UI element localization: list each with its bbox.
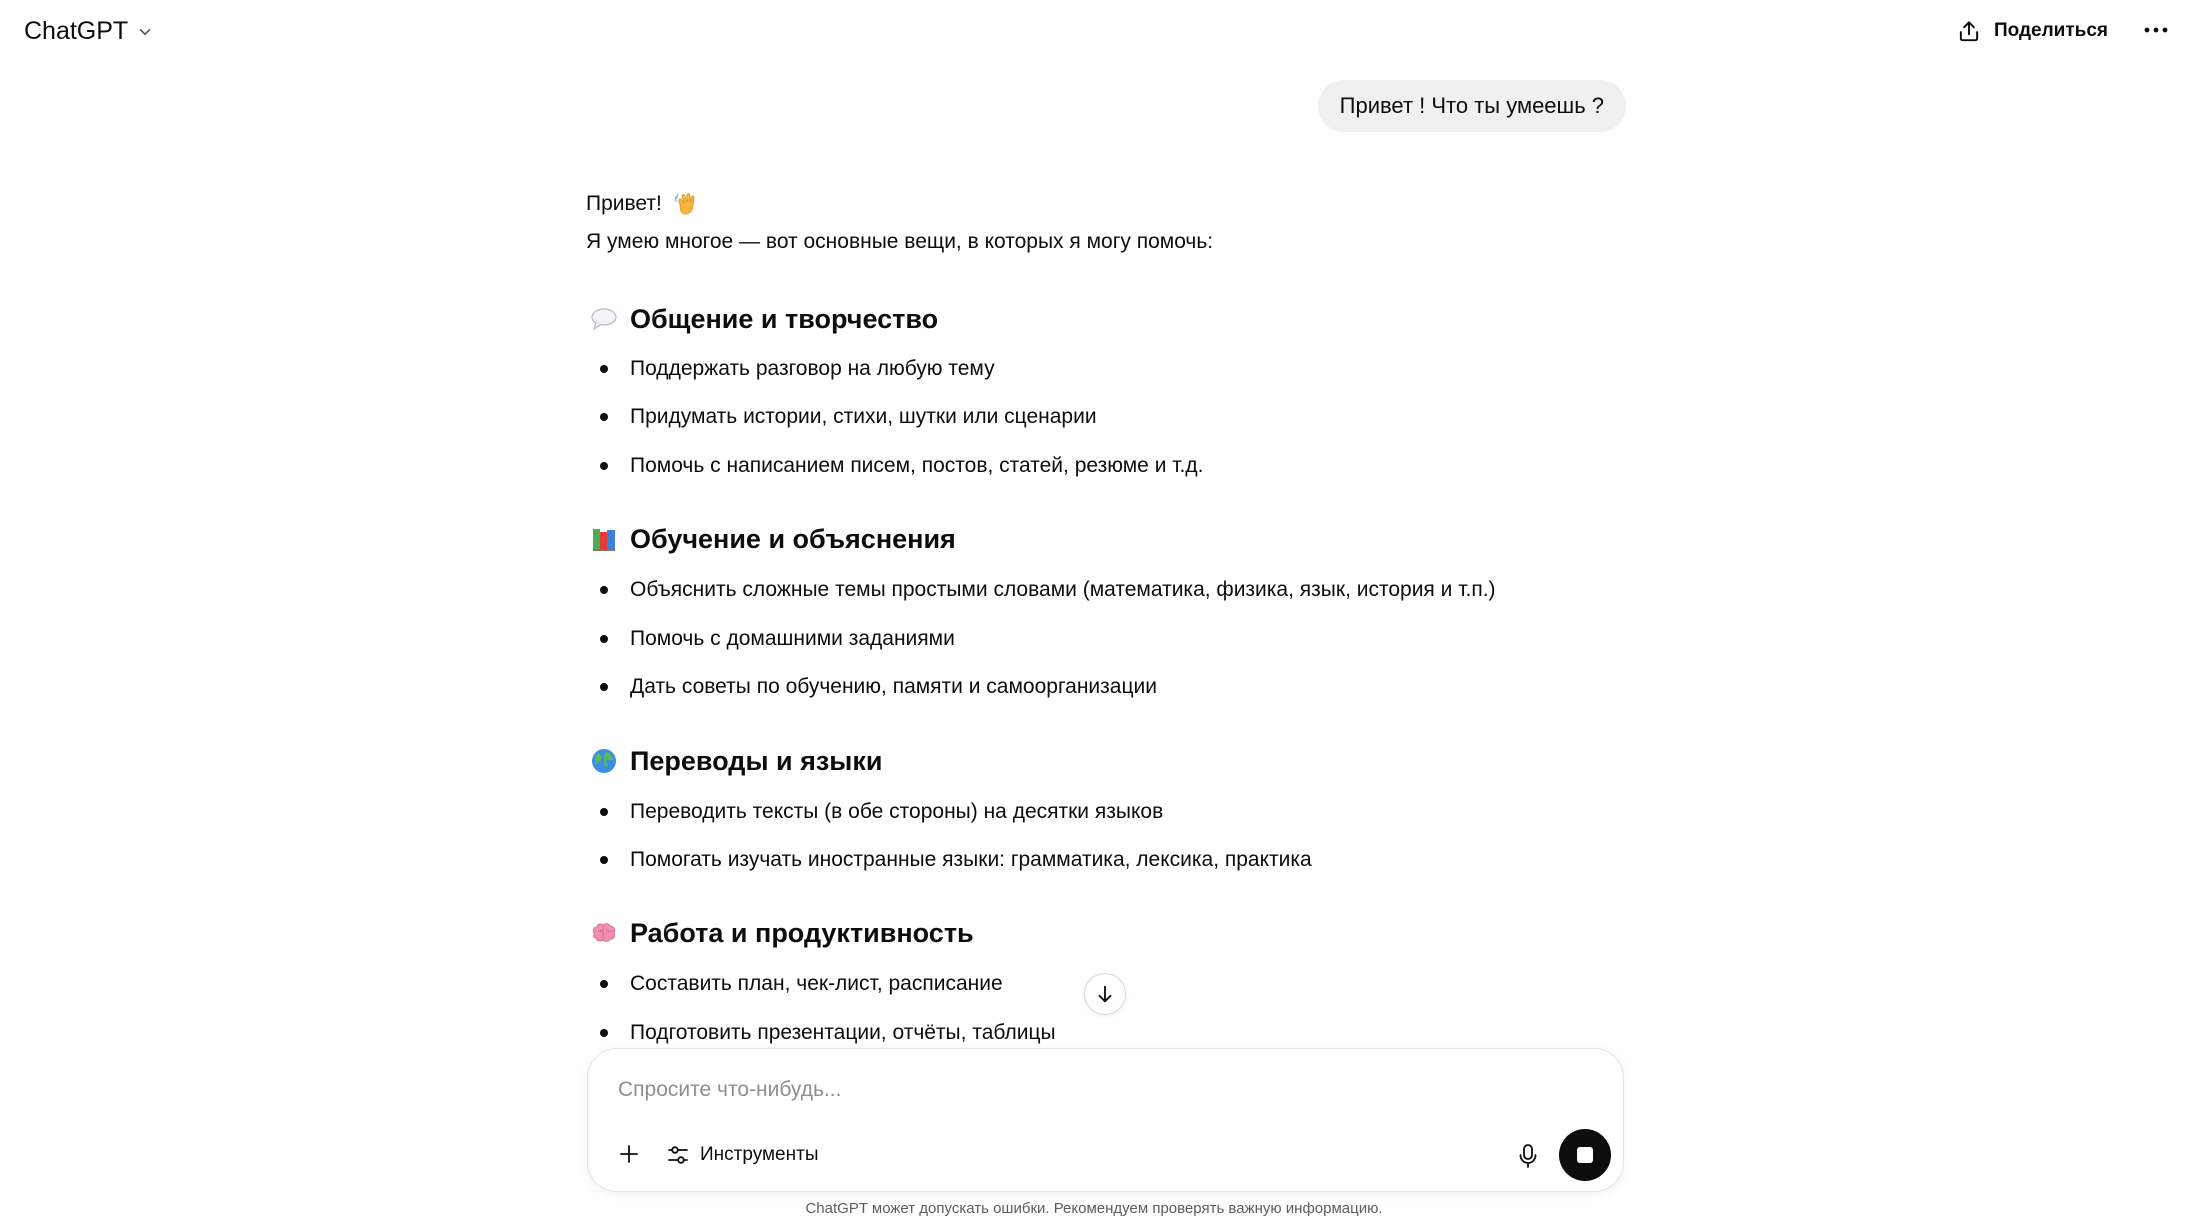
arrow-down-icon	[1094, 983, 1116, 1005]
model-switcher[interactable]	[18, 13, 160, 50]
user-message-bubble: Привет ! Что ты умеешь ?	[1318, 80, 1626, 132]
assistant-intro: Я умею многое — вот основные вещи, в которых я могу помочь:	[586, 230, 1214, 253]
top-bar	[0, 0, 2188, 60]
list-item: Подготовить презентации, отчёты, таблицы	[586, 1019, 1056, 1047]
waving-hand-icon	[672, 190, 700, 218]
greeting-text: Привет!	[586, 192, 662, 215]
list-item: Поддержать разговор на любую тему	[586, 355, 995, 383]
sliders-icon	[666, 1143, 690, 1167]
section-title-communication: Общение и творчество	[590, 302, 938, 336]
brain-icon	[590, 919, 618, 947]
share-label: Поделиться	[1993, 20, 2108, 41]
share-button[interactable]	[1946, 12, 2118, 50]
globe-icon	[590, 747, 618, 775]
speech-balloon-icon	[590, 305, 618, 333]
model-name: ChatGPT	[24, 17, 129, 45]
list-item: Дать советы по обучению, памяти и самоорганизации	[586, 673, 1157, 701]
chevron-down-icon	[136, 23, 154, 41]
section-title-translation: Переводы и языки	[590, 744, 882, 778]
disclaimer: ChatGPT может допускать ошибки. Рекомендуем проверять важную информацию.	[805, 1200, 1383, 1217]
books-icon	[590, 525, 618, 553]
assistant-greeting	[586, 190, 1626, 218]
add-attachment-button[interactable]	[610, 1135, 648, 1173]
list-item: Помочь с написанием писем, постов, статей, резюме и т.д.	[586, 452, 1203, 480]
list-item: Переводить тексты (в обе стороны) на десятки языков	[586, 798, 1163, 826]
list-item: Объяснить сложные темы простыми словами (математика, физика, язык, история и т.п.)	[586, 576, 1496, 604]
list-item: Помочь с домашними заданиями	[586, 625, 955, 653]
share-icon	[1956, 18, 1982, 44]
list-item: Придумать истории, стихи, шутки или сценарии	[586, 403, 1097, 431]
list-item: Составить план, чек-лист, расписание	[586, 970, 1003, 998]
tools-button[interactable]	[660, 1137, 824, 1173]
stop-generating-button[interactable]	[1559, 1129, 1611, 1181]
tools-label: Инструменты	[700, 1144, 819, 1165]
section-title-productivity: Работа и продуктивность	[590, 916, 974, 950]
plus-icon	[617, 1142, 641, 1166]
stop-icon	[1577, 1147, 1593, 1163]
dictate-button[interactable]	[1509, 1137, 1547, 1175]
microphone-icon	[1517, 1143, 1539, 1169]
prompt-input[interactable]	[616, 1073, 1576, 1107]
message-composer	[587, 1048, 1624, 1192]
more-horizontal-icon	[2143, 25, 2169, 35]
section-title-learning: Обучение и объяснения	[590, 522, 956, 556]
more-options-button[interactable]	[2138, 14, 2174, 46]
assistant-message	[586, 190, 1626, 256]
scroll-to-bottom-button[interactable]	[1084, 973, 1126, 1015]
list-item: Помогать изучать иностранные языки: грамматика, лексика, практика	[586, 846, 1312, 874]
